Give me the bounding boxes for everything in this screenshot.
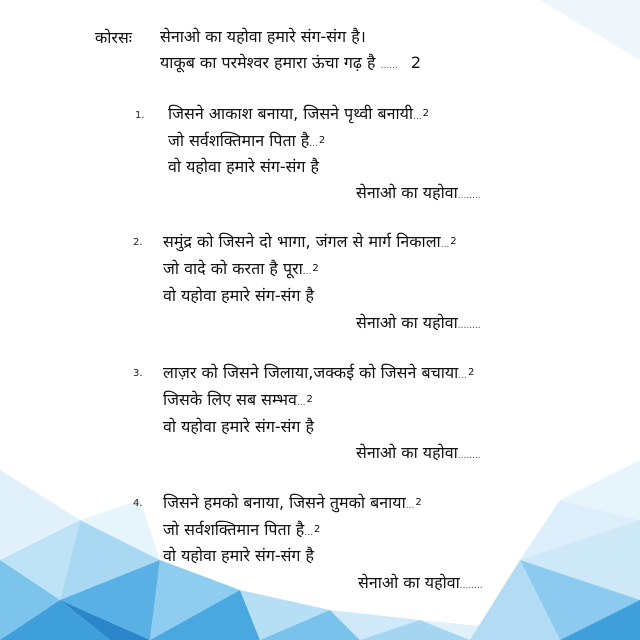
verse-4-line-3: वो यहोवा हमारे संग-संग है [163,546,315,565]
chorus-repeat-count: 2 [410,53,422,72]
chorus-line-2-dots: ...... [380,61,398,71]
verse-1-line-1 [168,104,429,127]
chorus-line-1: सेनाओ का यहोवा हमारे संग-संग है। [160,27,366,46]
verse-line-text: लाज़र को जिसने जिलाया,जक्कई को जिसने बचाया [163,363,459,382]
verse-2-line-2 [163,259,319,282]
refrain-dots: ........ [457,451,481,461]
verse-2-refrain [356,313,481,336]
refrain-text: सेनाओ का यहोवा [356,183,458,202]
verse-2-number: 2. [133,237,143,248]
verse-line-text: जो सर्वशक्तिमान पिता है [163,520,305,539]
chorus-label: कोरसः [95,28,133,47]
verse-line-text: जो सर्वशक्तिमान पिता है [168,131,310,150]
verse-line-dots: ... [405,501,415,511]
verse-line-dots: ... [440,240,450,250]
refrain-text: सेनाओ का यहोवा [356,443,458,462]
repeat-count: 2 [306,394,313,405]
verse-line-dots: ... [309,139,318,149]
verse-1-line-2 [168,131,325,154]
verse-4-number: 4. [133,498,143,509]
verse-line-text: जिसके लिए सब सम्भव [163,390,297,409]
verse-4-line-1 [163,493,422,516]
repeat-count: 2 [422,108,430,119]
verse-4-refrain [358,573,483,596]
verse-line-text: जिसने हमको बनाया, जिसने तुमको बनाया [163,493,406,512]
repeat-count: 2 [450,236,457,247]
refrain-text: सेनाओ का यहोवा [358,573,460,592]
repeat-count: 2 [312,263,319,274]
verse-3-number: 3. [133,368,143,379]
verse-2-line-1 [163,232,457,255]
refrain-dots: ........ [459,581,483,591]
repeat-count: 2 [318,135,326,146]
refrain-dots: ........ [457,321,481,331]
chorus-line-2-text: याकूब का परमेश्वर हमारा ऊंचा गढ़ है [160,53,376,72]
verse-line-text: समुंद्र को जिसने दो भागा, जंगल से मार्ग निकाला [163,232,441,251]
repeat-count: 2 [467,367,475,378]
verse-line-text: जिसने आकाश बनाया, जिसने पृथ्वी बनायी [168,104,414,123]
refrain-dots: ........ [457,191,481,201]
repeat-count: 2 [313,524,321,535]
verse-3-line-2 [163,390,313,413]
verse-line-dots: ... [458,371,467,381]
verse-1-number: 1. [135,110,145,121]
verse-line-dots: ... [296,398,306,408]
refrain-text: सेनाओ का यहोवा [356,313,458,332]
verse-line-dots: ... [302,267,312,277]
verse-3-refrain [356,443,481,466]
verse-1-refrain [356,183,481,206]
chorus-line-2 [160,53,421,76]
verse-2-line-3: वो यहोवा हमारे संग-संग है [163,286,315,305]
verse-4-line-2 [163,520,320,543]
verse-3-line-3: वो यहोवा हमारे संग-संग है [163,417,315,436]
verse-line-dots: ... [304,528,313,538]
verse-3-line-1 [163,363,474,386]
verse-line-text: जो वादे को करता है पूरा [163,259,303,278]
verse-line-dots: ... [413,112,422,122]
verse-1-line-3: वो यहोवा हमारे संग-संग है [168,157,320,176]
repeat-count: 2 [415,497,422,508]
